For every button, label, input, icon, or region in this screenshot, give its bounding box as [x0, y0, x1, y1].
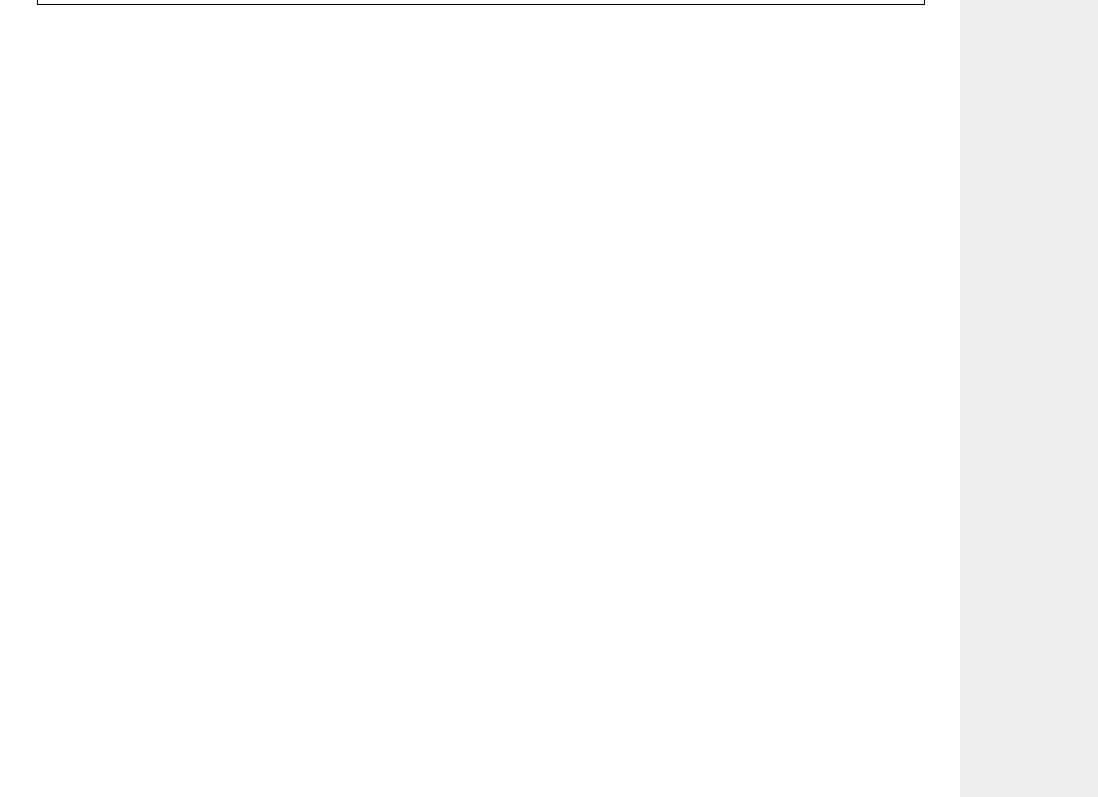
previous-table-last-row [37, 0, 925, 5]
right-gray-margin [960, 0, 1098, 797]
